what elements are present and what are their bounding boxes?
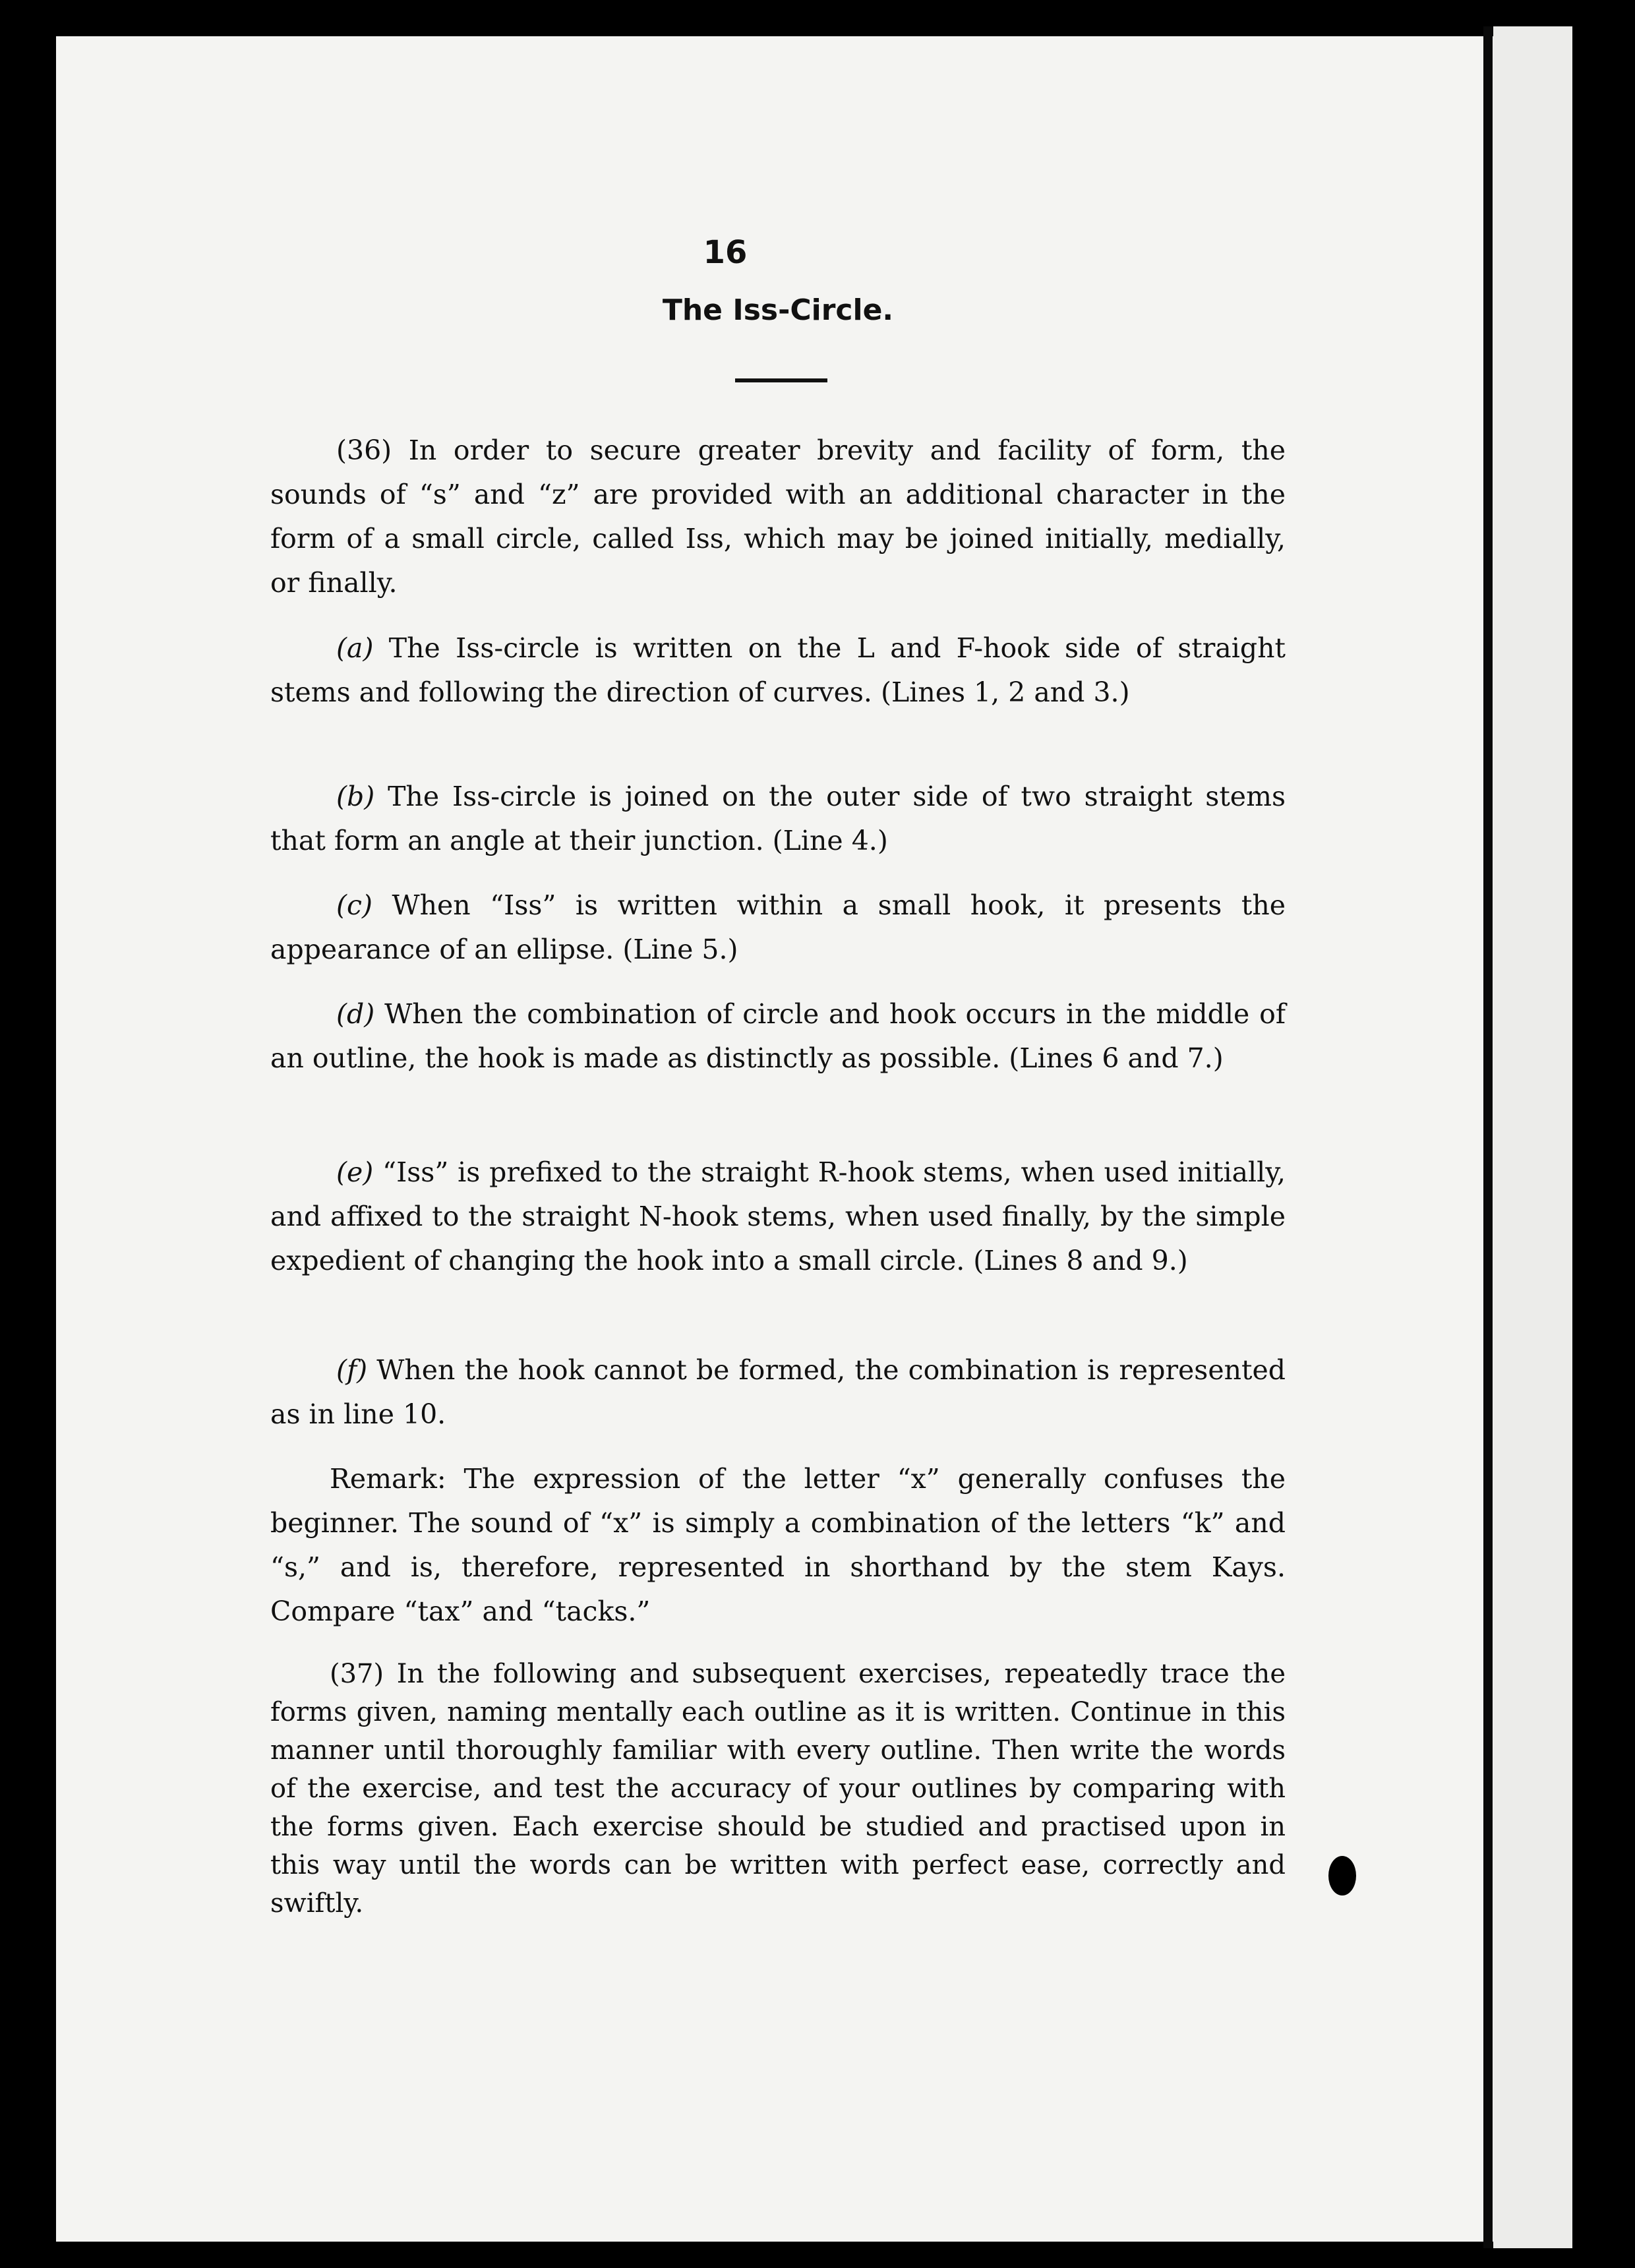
paragraph-a-label: (a) <box>336 632 374 664</box>
paragraph-f <box>270 1348 1286 1437</box>
paragraph-e-text: “Iss” is prefixed to the straight R-hook stems, when used initially, and affixed to the straight N-hook stems, when used finally, by the simple expedient of changing the hook into a small circle. (Lines 8 and 9.) <box>270 1156 1286 1276</box>
title-rule <box>735 378 827 382</box>
paragraph-c-label: (c) <box>336 889 372 921</box>
paragraph-d-label: (d) <box>336 998 375 1030</box>
page-fold-shadow <box>1483 26 1493 2248</box>
paragraph-36 <box>270 429 1286 605</box>
paragraph-b <box>270 775 1286 863</box>
remark-paragraph <box>270 1457 1286 1634</box>
page-title: The Iss-Circle. <box>662 293 894 327</box>
paragraph-37-text: (37) In the following and subsequent exercises, repeatedly trace the forms given, naming mentally each outline as it is written. Continue in this manner until thoroughly familiar with every outline. Then write the words of the exercise, and test the accuracy of your outlines by comparing with the forms given. Each exercise should be studied and practised upon in this way until the words can be written with perfect ease, correctly and swiftly. <box>270 1659 1286 1919</box>
paragraph-36-text: (36) In order to secure greater brevity and facility of form, the sounds of “s” and “z” are provided with an additional character in the form of a small circle, called Iss, which may be joined initially, medially, or finally. <box>270 434 1286 599</box>
paragraph-b-label: (b) <box>336 781 375 812</box>
page-number: 16 <box>703 234 748 271</box>
paragraph-d <box>270 992 1286 1081</box>
paragraph-37 <box>270 1655 1286 1923</box>
paragraph-c <box>270 883 1286 972</box>
remark-text: Remark: The expression of the letter “x” generally confuses the beginner. The sound of “x” is simply a combination of the letters “k” and “s,” and is, therefore, represented in shorthand by the stem Kays. Compare “tax” and “tacks.” <box>270 1463 1286 1627</box>
paragraph-c-text: When “Iss” is written within a small hook, it presents the appearance of an ellipse. (Line 5.) <box>270 889 1286 965</box>
paragraph-e <box>270 1150 1286 1283</box>
paragraph-b-text: The Iss-circle is joined on the outer side of two straight stems that form an angle at their junction. (Line 4.) <box>270 781 1286 856</box>
paragraph-a-text: The Iss-circle is written on the L and F-hook side of straight stems and following the direction of curves. (Lines 1, 2 and 3.) <box>270 632 1286 708</box>
paragraph-f-label: (f) <box>336 1354 368 1386</box>
paragraph-d-text: When the combination of circle and hook occurs in the middle of an outline, the hook is made as distinctly as possible. (Lines 6 and 7.) <box>270 998 1286 1074</box>
ink-blot <box>1328 1856 1356 1895</box>
adjacent-page-strip <box>1493 26 1572 2248</box>
paragraph-a <box>270 626 1286 715</box>
paragraph-f-text: When the hook cannot be formed, the combination is represented as in line 10. <box>270 1354 1286 1430</box>
paragraph-e-label: (e) <box>336 1156 374 1188</box>
